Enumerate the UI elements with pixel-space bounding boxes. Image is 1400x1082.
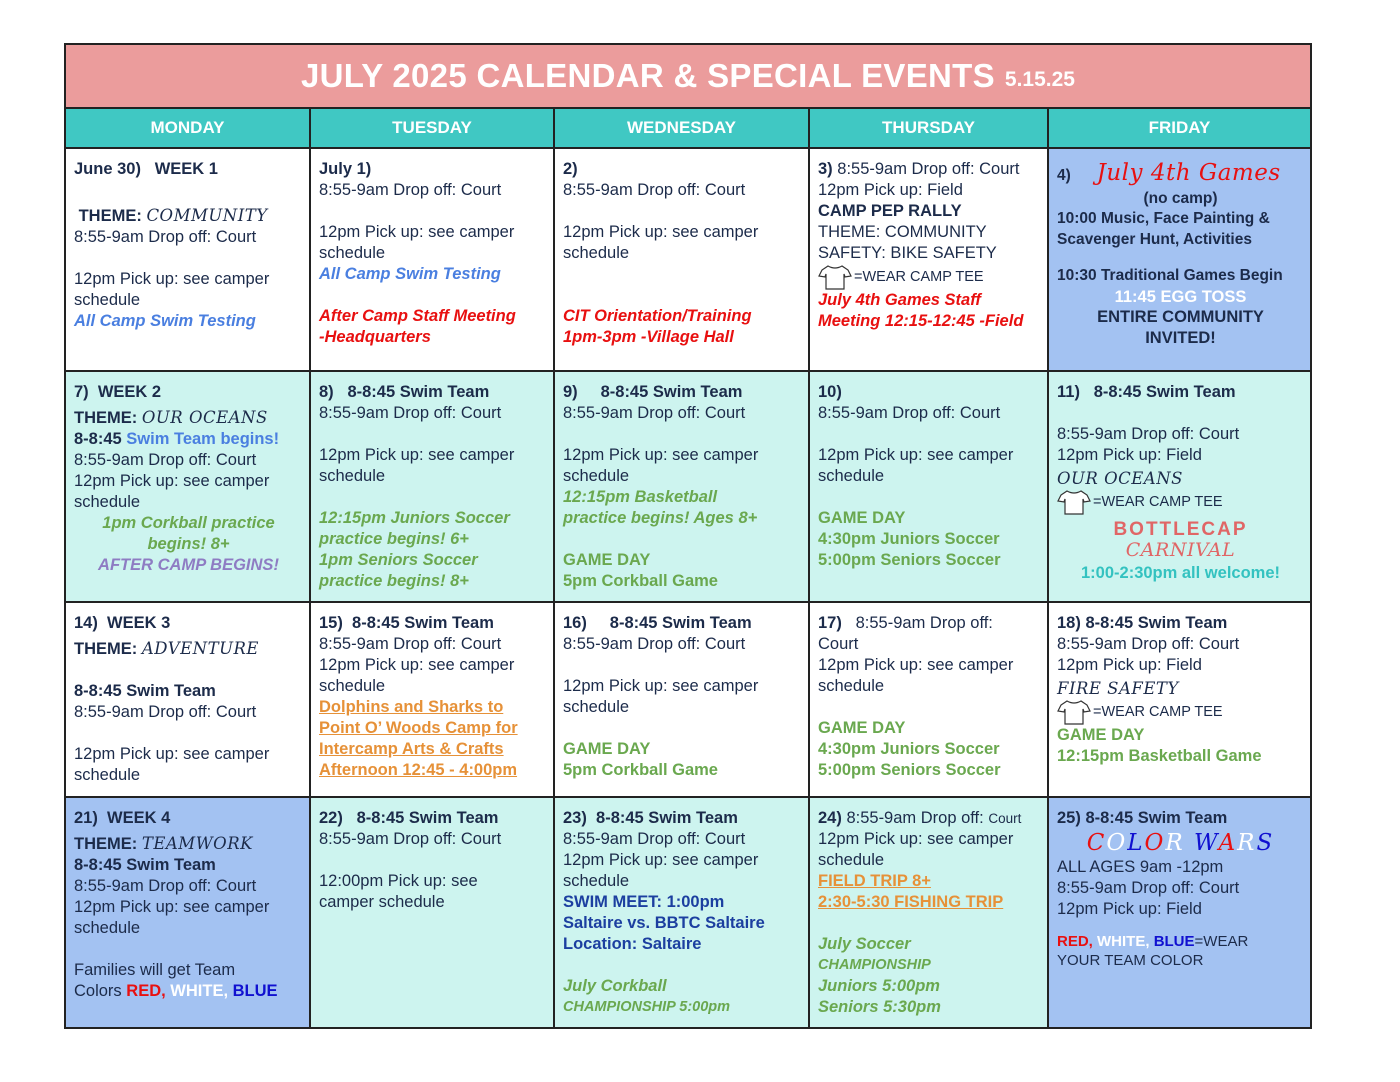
juniors-soccer: 4:30pm Juniors Soccer: [818, 530, 1000, 548]
swim-testing-note: All Camp Swim Testing: [319, 265, 501, 283]
safety-line: SAFETY: BIKE SAFETY: [818, 244, 997, 262]
day-heading: 21) WEEK 4: [74, 809, 171, 827]
day-heading: 24) 8:55-9am Drop off: Court: [818, 809, 1022, 827]
pickup-text: 12pm Pick up: Field: [1057, 900, 1202, 918]
families-line-1: Families will get Team: [74, 961, 236, 979]
dropoff-text: 8:55-9am Drop off: Court: [563, 181, 746, 199]
day-cell-july-10: [810, 372, 1049, 603]
pickup-text: 12pm Pick up: see camper schedule: [818, 446, 1014, 485]
game-day: GAME DAY: [563, 551, 651, 569]
corkball-championship-1: July Corkball: [563, 977, 667, 995]
intercamp-line-2: Point O’ Woods Camp for: [319, 719, 518, 737]
pickup-text: 12pm Pick up: see camper schedule: [563, 677, 759, 716]
wear-tee-line: =WEAR CAMP TEE: [818, 264, 1041, 290]
theme-line: THEME: ADVENTURE: [74, 639, 259, 658]
theme-name: OUR OCEANS: [1057, 469, 1183, 488]
theme-line: THEME: TEAMWORK: [74, 834, 253, 853]
t-shirt-icon: [1057, 699, 1091, 725]
basketball-game: 12:15pm Basketball Game: [1057, 747, 1262, 765]
day-cell-july-16: [555, 603, 810, 798]
dropoff-text: 8:55-9am Drop off: Court: [563, 635, 746, 653]
corkball-game: 5pm Corkball Game: [563, 761, 718, 779]
day-heading: 23) 8-8:45 Swim Team: [563, 809, 738, 827]
dropoff-text: 8:55-9am Drop off: Court: [319, 404, 502, 422]
soccer-championship-2: CHAMPIONSHIP: [818, 957, 931, 973]
header-wednesday: WEDNESDAY: [555, 109, 810, 149]
corkball-practice-1: 1pm Corkball practice: [102, 514, 275, 532]
day-heading: 9) 8-8:45 Swim Team: [563, 383, 743, 401]
seniors-soccer: 5:00pm Seniors Soccer: [818, 761, 1001, 779]
theme-name: FIRE SAFETY: [1057, 679, 1179, 698]
basketball-line-2: practice begins! Ages 8+: [563, 509, 758, 527]
header-tuesday: TUESDAY: [311, 109, 555, 149]
pickup-text: 12pm Pick up: Field: [1057, 446, 1202, 464]
day-cell-july-3: [810, 149, 1049, 372]
swim-testing-note: All Camp Swim Testing: [74, 312, 256, 330]
dropoff-text: 8:55-9am Drop off: Court: [319, 635, 502, 653]
t-shirt-icon: [818, 264, 852, 290]
day-cell-july-2: [555, 149, 810, 372]
header-friday: FRIDAY: [1049, 109, 1310, 149]
day-heading: 4) July 4th Games: [1057, 160, 1281, 186]
pickup-text: 12pm Pick up: Field: [1057, 656, 1202, 674]
swim-meet-line-1: SWIM MEET: 1:00pm: [563, 893, 725, 911]
community-invite-1: ENTIRE COMMUNITY: [1097, 308, 1264, 326]
day-heading: 10): [818, 383, 842, 401]
dropoff-text: 8:55-9am Drop off: Court: [319, 830, 502, 848]
day-heading: 2): [563, 160, 578, 178]
intercamp-line-3: Intercamp Arts & Crafts: [319, 740, 504, 758]
header-thursday: THURSDAY: [810, 109, 1049, 149]
day-heading: 22) 8-8:45 Swim Team: [319, 809, 499, 827]
dropoff-cont: Court: [818, 635, 859, 653]
carnival-time: 1:00-2:30pm all welcome!: [1081, 564, 1280, 582]
pickup-text: 12pm Pick up: see camper schedule: [319, 656, 515, 695]
dropoff-text: 8:55-9am Drop off: Court: [1057, 879, 1240, 897]
dropoff-text: 8:55-9am Drop off: Court: [563, 830, 746, 848]
july-4th-games-title: July 4th Games: [1096, 160, 1281, 186]
intercamp-line-1: Dolphins and Sharks to: [319, 698, 504, 716]
soccer-championship-3: Juniors 5:00pm: [818, 977, 940, 995]
pickup-line-2: camper schedule: [319, 893, 445, 911]
pickup-text: 12pm Pick up: see camper schedule: [74, 898, 270, 937]
basketball-line-1: 12:15pm Basketball: [563, 488, 718, 506]
event-line-3: 10:30 Traditional Games Begin: [1057, 267, 1283, 284]
soccer-line-3: 1pm Seniors Soccer: [319, 551, 478, 569]
dropoff-text: 8:55-9am Drop off: Court: [1057, 635, 1240, 653]
day-heading: 11) 8-8:45 Swim Team: [1057, 383, 1236, 401]
staff-meeting-line-2: -Headquarters: [319, 328, 431, 346]
theme-line: THEME: OUR OCEANS: [74, 408, 268, 427]
header-monday: MONDAY: [66, 109, 311, 149]
pep-rally: CAMP PEP RALLY: [818, 202, 962, 220]
game-day: GAME DAY: [818, 719, 906, 737]
day-heading: 25) 8-8:45 Swim Team: [1057, 809, 1228, 827]
no-camp-note: (no camp): [1143, 189, 1218, 207]
pickup-text: 12pm Pick up: see camper schedule: [319, 223, 515, 262]
soccer-line-1: 12:15pm Juniors Soccer: [319, 509, 510, 527]
calendar-title: JULY 2025 CALENDAR & SPECIAL EVENTS: [300, 57, 995, 94]
egg-toss: 11:45 EGG TOSS: [1114, 287, 1247, 306]
wear-tee-line: =WEAR CAMP TEE: [1057, 699, 1304, 725]
corkball-championship-2: CHAMPIONSHIP 5:00pm: [563, 999, 731, 1015]
event-line-1: 10:00 Music, Face Painting &: [1057, 210, 1270, 227]
day-cell-july-1: [311, 149, 555, 372]
day-heading: 7) WEEK 2: [74, 383, 162, 401]
pickup-text: 12pm Pick up: see camper schedule: [818, 830, 1014, 869]
day-cell-july-11: [1049, 372, 1310, 603]
pickup-text: 12pm Pick up: see camper schedule: [818, 656, 1014, 695]
team-color-line-2: YOUR TEAM COLOR: [1057, 952, 1204, 969]
day-heading: 17) 8:55-9am Drop off:: [818, 614, 993, 632]
day-cell-july-23: [555, 798, 810, 1027]
pickup-text: 12pm Pick up: see camper schedule: [74, 745, 270, 784]
day-heading: 14) WEEK 3: [74, 614, 171, 632]
pickup-text: 12pm Pick up: see camper schedule: [74, 270, 270, 309]
staff-meeting-line-2: Meeting 12:15-12:45 -Field: [818, 312, 1024, 330]
day-cell-june-30: [66, 149, 311, 372]
dropoff-text: 8:55-9am Drop off: Court: [74, 451, 257, 469]
families-line-2: Colors RED, WHITE, BLUE: [74, 982, 278, 1000]
swim-begins: 8-8:45 Swim Team begins!: [74, 430, 280, 448]
theme-line: THEME: COMMUNITY: [78, 206, 268, 225]
bottlecap-carnival: BOTTLECAP CARNIVAL: [1113, 519, 1248, 561]
game-day: GAME DAY: [563, 740, 651, 758]
day-cell-july-18: [1049, 603, 1310, 798]
t-shirt-icon: [1057, 489, 1091, 515]
dropoff-text: 8:55-9am Drop off: Court: [818, 404, 1001, 422]
day-heading: 8) 8-8:45 Swim Team: [319, 383, 490, 401]
calendar: [64, 43, 1312, 1029]
day-cell-july-21: [66, 798, 311, 1027]
staff-meeting-line-1: July 4th Games Staff: [818, 291, 981, 309]
intercamp-line-4: Afternoon 12:45 - 4:00pm: [319, 761, 518, 779]
corkball-game: 5pm Corkball Game: [563, 572, 718, 590]
day-cell-july-25: [1049, 798, 1310, 1027]
day-cell-july-17: [810, 603, 1049, 798]
pickup-line-1: 12:00pm Pick up: see: [319, 872, 478, 890]
day-heading: July 1): [319, 160, 372, 178]
staff-meeting-line-1: After Camp Staff Meeting: [319, 307, 516, 325]
dropoff-text: 8:55-9am Drop off: Court: [74, 703, 257, 721]
game-day: GAME DAY: [818, 509, 906, 527]
game-day: GAME DAY: [1057, 726, 1145, 744]
field-trip-line-2: 2:30-5:30 FISHING TRIP: [818, 893, 1004, 911]
day-cell-july-4: [1049, 149, 1310, 372]
swim-meet-line-3: Location: Saltaire: [563, 935, 702, 953]
pickup-text: 12pm Pick up: Field: [818, 181, 963, 199]
pickup-text: 12pm Pick up: see camper schedule: [563, 446, 759, 485]
day-cell-july-24: [810, 798, 1049, 1027]
revision-date: 5.15.25: [1004, 68, 1075, 91]
dropoff-text: 8:55-9am Drop off: Court: [74, 228, 257, 246]
soccer-line-4: practice begins! 8+: [319, 572, 469, 590]
pickup-text: 12pm Pick up: see camper schedule: [319, 446, 515, 485]
cit-line-1: CIT Orientation/Training: [563, 307, 752, 325]
day-cell-july-7: [66, 372, 311, 603]
dropoff-text: 8:55-9am Drop off: Court: [1057, 425, 1240, 443]
dropoff-text: 8:55-9am Drop off: Court: [319, 181, 502, 199]
after-camp-begins: AFTER CAMP BEGINS!: [98, 556, 279, 574]
color-wars-title: COLOR WARS: [1086, 830, 1275, 856]
pickup-text: 12pm Pick up: see camper schedule: [563, 223, 759, 262]
wear-tee-line: =WEAR CAMP TEE: [1057, 489, 1304, 515]
soccer-championship-1: July Soccer: [818, 935, 911, 953]
day-cell-july-14: [66, 603, 311, 798]
swim-team: 8-8:45 Swim Team: [74, 682, 216, 700]
dropoff-text: 8:55-9am Drop off: Court: [74, 877, 257, 895]
day-heading: 15) 8-8:45 Swim Team: [319, 614, 494, 632]
calendar-title-bar: [66, 45, 1310, 109]
team-color-line: RED, WHITE, BLUE=WEAR: [1057, 933, 1249, 950]
day-heading: June 30) WEEK 1: [74, 160, 218, 178]
theme-line: THEME: COMMUNITY: [818, 223, 987, 241]
day-cell-july-8: [311, 372, 555, 603]
day-heading: 3) 8:55-9am Drop off: Court: [818, 160, 1020, 178]
day-cell-july-22: [311, 798, 555, 1027]
soccer-line-2: practice begins! 6+: [319, 530, 469, 548]
event-line-2: Scavenger Hunt, Activities: [1057, 230, 1252, 248]
community-invite-2: INVITED!: [1145, 328, 1216, 347]
all-ages: ALL AGES 9am -12pm: [1057, 858, 1224, 876]
day-heading: 18) 8-8:45 Swim Team: [1057, 614, 1228, 632]
pickup-text: 12pm Pick up: see camper schedule: [74, 472, 270, 511]
swim-meet-line-2: Saltaire vs. BBTC Saltaire: [563, 914, 765, 932]
juniors-soccer: 4:30pm Juniors Soccer: [818, 740, 1000, 758]
cit-line-2: 1pm-3pm -Village Hall: [563, 328, 734, 346]
swim-team: 8-8:45 Swim Team: [74, 856, 216, 874]
soccer-championship-4: Seniors 5:30pm: [818, 998, 941, 1016]
dropoff-text: 8:55-9am Drop off: Court: [563, 404, 746, 422]
field-trip-line-1: FIELD TRIP 8+: [818, 872, 931, 890]
seniors-soccer: 5:00pm Seniors Soccer: [818, 551, 1001, 569]
day-cell-july-15: [311, 603, 555, 798]
corkball-practice-2: begins! 8+: [147, 535, 230, 553]
pickup-text: 12pm Pick up: see camper schedule: [563, 851, 759, 890]
day-cell-july-9: [555, 372, 810, 603]
day-heading: 16) 8-8:45 Swim Team: [563, 614, 752, 632]
